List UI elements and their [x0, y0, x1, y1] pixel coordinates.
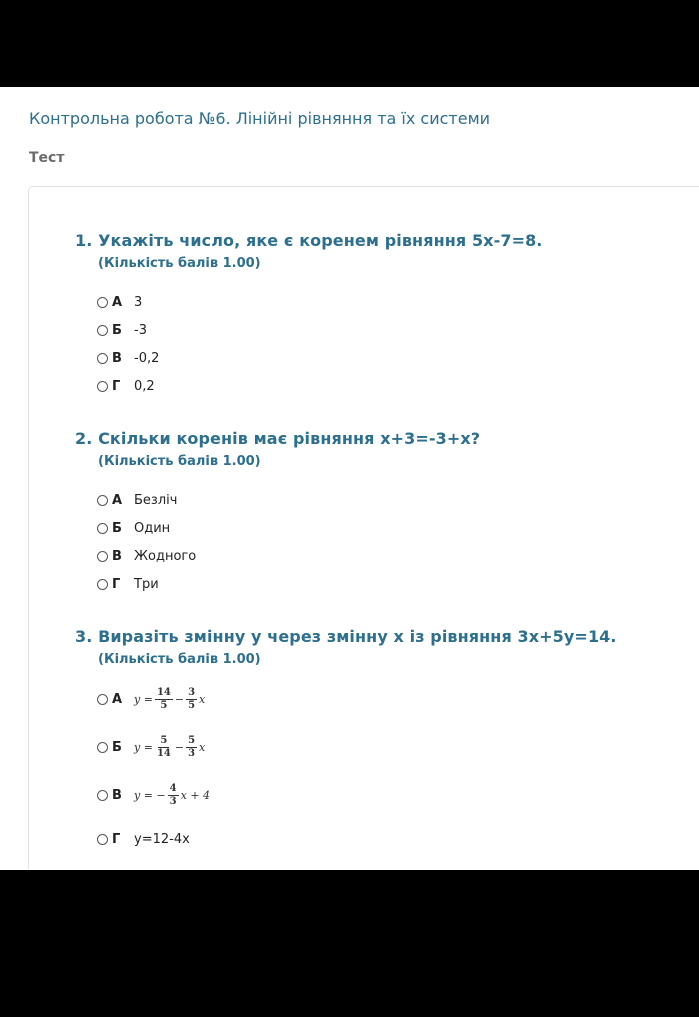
radio-button[interactable]	[97, 297, 108, 308]
question-text: 1. Укажіть число, яке є коренем рівняння 5х-7=8.	[75, 231, 543, 250]
option-value: Жодного	[134, 548, 197, 564]
fraction	[155, 687, 173, 711]
option-value: 0,2	[134, 378, 155, 394]
question-text: 2. Скільки коренів має рівняння х+3=-3+х?	[75, 429, 481, 448]
question-3	[75, 627, 617, 859]
option-value: Безліч	[134, 492, 178, 508]
fraction	[186, 687, 197, 711]
radio-button[interactable]	[97, 523, 108, 534]
option-letter: В	[112, 787, 122, 803]
option-letter: Г	[112, 831, 121, 847]
page-subtitle: Тест	[29, 150, 65, 166]
option-b[interactable]	[97, 514, 480, 542]
option-letter: А	[112, 691, 123, 707]
option-d[interactable]	[97, 372, 543, 400]
answer-options	[97, 486, 480, 598]
option-value: у=12-4х	[134, 831, 190, 847]
option-b[interactable]	[97, 723, 617, 771]
option-d[interactable]	[97, 570, 480, 598]
page-title: Контрольна робота №6. Лінійні рівняння та їх системи	[29, 109, 491, 128]
answer-options	[97, 675, 617, 859]
formula-operator: −	[174, 692, 185, 706]
radio-button[interactable]	[97, 551, 108, 562]
option-letter: Б	[112, 520, 122, 536]
option-value: 3	[134, 294, 143, 310]
option-c[interactable]	[97, 771, 617, 819]
question-1	[75, 231, 543, 400]
option-letter: Б	[112, 739, 122, 755]
question-text: 3. Виразіть змінну у через змінну х із рівняння 3х+5у=14.	[75, 627, 617, 646]
radio-button[interactable]	[97, 381, 108, 392]
formula-lhs: y =	[134, 692, 153, 706]
option-letter: А	[112, 294, 123, 310]
question-points: (Кількість балів 1.00)	[98, 256, 261, 271]
fraction	[186, 735, 197, 759]
radio-button[interactable]	[97, 579, 108, 590]
numerator: 14	[156, 687, 171, 698]
formula-tail: x + 4	[180, 788, 211, 802]
option-letter: А	[112, 492, 123, 508]
option-b[interactable]	[97, 316, 543, 344]
formula	[134, 735, 205, 759]
denominator: 5	[160, 699, 168, 711]
question-points: (Кількість балів 1.00)	[98, 454, 261, 469]
option-d[interactable]	[97, 819, 617, 859]
numerator: 5	[188, 735, 196, 746]
question-2	[75, 429, 480, 598]
fraction	[155, 735, 173, 759]
option-a[interactable]	[97, 288, 543, 316]
option-letter: Г	[112, 378, 121, 394]
fraction	[168, 783, 179, 807]
radio-button[interactable]	[97, 495, 108, 506]
denominator: 14	[156, 747, 171, 759]
radio-button[interactable]	[97, 834, 108, 845]
radio-button[interactable]	[97, 790, 108, 801]
question-points: (Кількість балів 1.00)	[98, 652, 261, 667]
numerator: 5	[160, 735, 168, 746]
formula-tail: x	[199, 692, 206, 706]
option-value: -3	[134, 322, 147, 338]
quiz-page	[0, 87, 699, 870]
option-value: Три	[134, 576, 159, 592]
denominator: 5	[188, 699, 196, 711]
option-letter: В	[112, 350, 122, 366]
formula-lhs: y =	[134, 740, 153, 754]
denominator: 3	[169, 795, 177, 807]
numerator: 3	[188, 687, 196, 698]
radio-button[interactable]	[97, 325, 108, 336]
radio-button[interactable]	[97, 742, 108, 753]
option-letter: В	[112, 548, 122, 564]
option-value: -0,2	[134, 350, 160, 366]
option-letter: Б	[112, 322, 122, 338]
formula-operator: −	[174, 740, 185, 754]
formula	[134, 687, 205, 711]
formula	[134, 783, 210, 807]
formula-tail: x	[199, 740, 206, 754]
option-a[interactable]	[97, 486, 480, 514]
option-c[interactable]	[97, 344, 543, 372]
option-letter: Г	[112, 576, 121, 592]
denominator: 3	[188, 747, 196, 759]
radio-button[interactable]	[97, 353, 108, 364]
numerator: 4	[169, 783, 177, 794]
option-value: Один	[134, 520, 171, 536]
option-a[interactable]	[97, 675, 617, 723]
radio-button[interactable]	[97, 694, 108, 705]
formula-lhs: y = −	[134, 788, 166, 802]
answer-options	[97, 288, 543, 400]
option-c[interactable]	[97, 542, 480, 570]
